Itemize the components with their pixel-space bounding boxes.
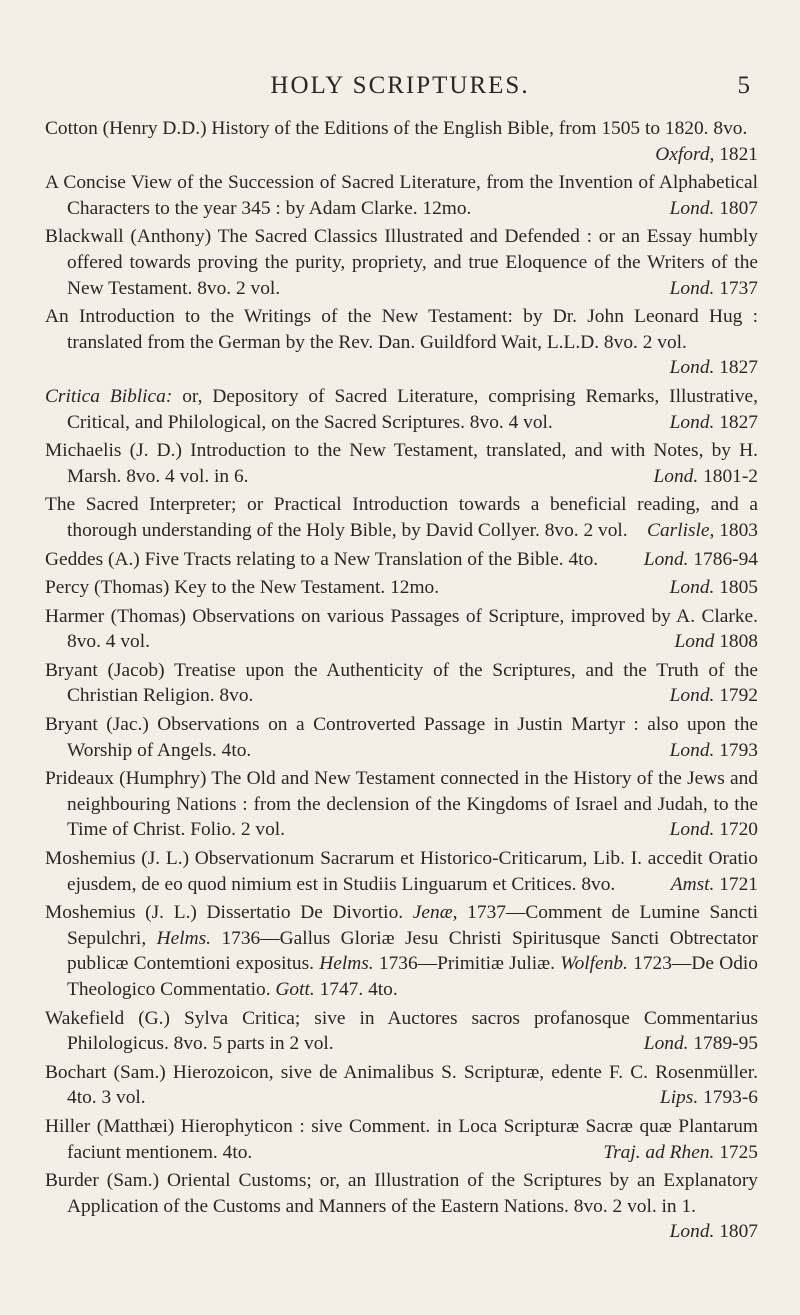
entry-place: Carlisle, (647, 519, 715, 541)
entry-year: 1721 (719, 873, 758, 895)
entry-year: 1801-2 (703, 465, 758, 487)
bibliography-entry (45, 438, 758, 489)
entry-imprint (656, 410, 758, 436)
entry-place: Lond. (643, 1033, 689, 1055)
entry-text: Prideaux (Humphry) The Old and New Testament connected in the History of the Jews and neighbouring Nations : from the declension of the Kingdoms of Israel and Judah, to the Time of Christ. Folio. 2 vol. (45, 768, 758, 841)
entry-place: Amst. (670, 873, 715, 895)
entry-seg: Moshemius (J. L.) Dissertatio De Divortio. (45, 902, 413, 924)
bibliography-entry (45, 492, 758, 543)
page-number: 5 (737, 72, 750, 99)
entry-place: Oxford, (655, 143, 715, 165)
bibliography-entry (45, 1006, 758, 1057)
bibliography-entry (45, 900, 758, 1002)
entry-text: or, Depository of Sacred Literature, comprising Remarks, Illustrative, Critical, and Philological, on the Sacred Scriptures. 8vo. 4 vol. (67, 385, 758, 433)
bibliography-entry (45, 712, 758, 763)
entry-year: 1807 (719, 1221, 758, 1243)
entry-year: 1737 (719, 277, 758, 299)
bibliography-entry (45, 766, 758, 843)
entry-year: 1808 (719, 631, 758, 653)
entry-seg: 1747. 4to. (314, 979, 398, 1000)
entry-place: Lond. (669, 277, 715, 299)
entry-text: Burder (Sam.) Oriental Customs; or, an Illustration of the Scriptures by an Explanatory Application of the Customs and Manners of the Eastern Nations. 8vo. 2 vol. in 1. (45, 1170, 758, 1217)
entry-place: Lond. (669, 685, 715, 707)
entry-seg-italic: Helms. (156, 927, 212, 949)
entry-year: 1720 (719, 819, 758, 841)
entry-year: 1805 (719, 577, 758, 599)
entry-year: 1827 (719, 411, 758, 433)
entry-seg: 1737—Comment de Lumine Sancti Sepulchri, (67, 902, 758, 949)
entry-text: Wakefield (G.) Sylva Critica; sive in Auctores sacros profanosque Commentarius Philologicus. 8vo. 5 parts in 2 vol. (45, 1007, 758, 1055)
entry-year: 1803 (719, 519, 758, 541)
entry-imprint (660, 629, 758, 655)
entry-text: Geddes (A.) Five Tracts relating to a New Translation of the Bible. 4to. (45, 548, 599, 570)
entry-text: Bryant (Jac.) Observations on a Controverted Passage in Justin Martyr : also upon the Worship of Angels. 4to. (45, 714, 758, 761)
entry-year: 1725 (719, 1141, 758, 1163)
entry-place: Lond. (653, 465, 699, 487)
bibliography-entry (45, 116, 758, 167)
entry-place: Traj. ad Rhen. (603, 1141, 715, 1163)
entry-place: Lond. (643, 548, 689, 570)
entry-text: Moshemius (J. L.) Observationum Sacrarum et Historico-Criticarum, Lib. I. accedit Oratio ejusdem, de eo quod nimium est in Studiis Linguarum et Critices. 8vo. (45, 848, 758, 895)
bibliography-entry (45, 170, 758, 221)
entry-seg-italic: Wolfenb. (560, 953, 628, 975)
entry-text: An Introduction to the Writings of the New Testament: by Dr. John Leonard Hug : translated from the German by the Rev. Dan. Guildford Wait, L.L.D. 8vo. 2 vol. (45, 306, 758, 353)
entry-imprint (656, 1219, 758, 1245)
entry-text: Blackwall (Anthony) The Sacred Classics Illustrated and Defended : or an Essay humbly offered towards proving the purity, propriety, and true Eloquence of the Writers of the New Testament. 8vo. 2 vol. (45, 226, 758, 299)
entry-seg-italic: Jenæ, (412, 902, 458, 924)
bibliography-entry (45, 1168, 758, 1245)
entry-year: 1821 (719, 143, 758, 165)
entry-text: Hiller (Matthæi) Hierophyticon : sive Comment. in Loca Scripturæ Sacræ quæ Plantarum faciunt mentionem. 4to. (45, 1115, 758, 1163)
entry-text: Bryant (Jacob) Treatise upon the Authenticity of the Scriptures, and the Truth of the Christian Religion. 8vo. (45, 659, 758, 707)
entry-imprint (656, 196, 758, 222)
bibliography-entry (45, 1060, 758, 1111)
entry-text: Cotton (Henry D.D.) History of the Editions of the English Bible, from 1505 to 1820. 8vo. (45, 118, 748, 139)
bibliography-entry (45, 658, 758, 709)
entry-imprint (630, 1031, 758, 1057)
entry-text: Michaelis (J. D.) Introduction to the New Testament, translated, and with Notes, by H. Marsh. 8vo. 4 vol. in 6. (45, 440, 758, 487)
entry-imprint (646, 1085, 758, 1111)
entry-imprint (656, 575, 758, 601)
entry-text: Harmer (Thomas) Observations on various Passages of Scripture, improved by A. Clarke. 8vo. 4 vol. (45, 605, 758, 653)
bibliography-entry (45, 575, 758, 601)
page-header (0, 72, 800, 112)
entry-seg-italic: Gott. (275, 979, 315, 1000)
bibliography-entry (45, 304, 758, 381)
entry-text: Bochart (Sam.) Hierozoicon, sive de Animalibus S. Scripturæ, edente F. C. Rosenmüller. 4to. 3 vol. (45, 1061, 758, 1109)
entry-seg: 1736—Primitiæ Juliæ. (373, 953, 561, 975)
bibliography-entry (45, 547, 758, 573)
bibliography-entry (45, 384, 758, 435)
entry-imprint (656, 683, 758, 709)
bibliography-entry (45, 1114, 758, 1165)
entry-seg-italic: Helms. (319, 953, 374, 975)
bibliography-entry (45, 846, 758, 897)
entry-imprint (656, 817, 758, 843)
entry-place: Lond. (669, 739, 715, 761)
entry-imprint (589, 1140, 758, 1166)
entry-place: Lond. (669, 197, 715, 219)
entry-place: Lips. (659, 1087, 699, 1109)
bibliography-entry (45, 224, 758, 301)
running-title: HOLY SCRIPTURES. (270, 72, 530, 99)
entry-place: Lond (674, 631, 715, 653)
entry-title-italic: Critica Biblica: (45, 385, 173, 407)
entry-text: Percy (Thomas) Key to the New Testament. 12mo. (45, 577, 440, 599)
entry-imprint (630, 547, 758, 573)
entry-year: 1792 (719, 685, 758, 707)
entry-text: A Concise View of the Succession of Sacred Literature, from the Invention of Alphabetical Characters to the year 345 : by Adam Clarke. 12mo. (45, 172, 758, 219)
entry-place: Lond. (669, 819, 715, 841)
entry-year: 1827 (719, 357, 758, 379)
entry-imprint (633, 518, 758, 544)
entry-imprint (639, 464, 758, 490)
entry-year: 1807 (719, 197, 758, 219)
bibliography-list (45, 116, 758, 1248)
entry-year: 1786-94 (693, 548, 758, 570)
entry-year: 1789-95 (693, 1033, 758, 1055)
entry-seg: 1723—De Odio Theologico Commentatio. (67, 953, 758, 1000)
entry-imprint (656, 355, 758, 381)
entry-place: Lond. (669, 357, 715, 379)
entry-imprint (657, 872, 758, 898)
entry-imprint (656, 276, 758, 302)
entry-imprint (656, 738, 758, 764)
entry-place: Lond. (669, 1221, 715, 1243)
entry-text: The Sacred Interpreter; or Practical Introduction towards a beneficial reading, and a thorough understanding of the Holy Bible, by David Collyer. 8vo. 2 vol. (45, 494, 758, 541)
entry-place: Lond. (669, 411, 715, 433)
bibliography-entry (45, 604, 758, 655)
entry-year: 1793-6 (703, 1087, 758, 1109)
entry-place: Lond. (669, 577, 715, 599)
entry-year: 1793 (719, 739, 758, 761)
entry-seg: 1736—Gallus Gloriæ Jesu Christi Spiritusque Sancti Obtrectator publicæ Contemtioni expositus. (67, 927, 758, 975)
entry-imprint (641, 142, 758, 168)
